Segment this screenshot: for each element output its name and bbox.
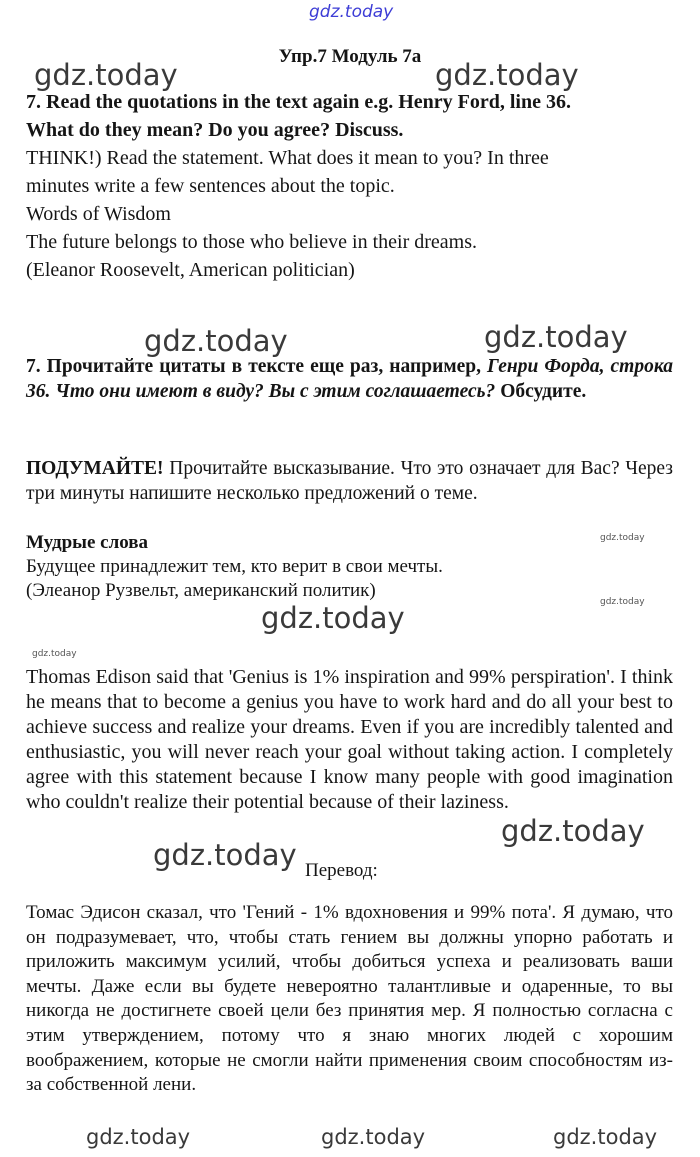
russian-task-heading: [26, 355, 673, 405]
watermark: gdz.today: [86, 1125, 191, 1149]
task-instruction: THINK!) Read the statement. What does it mean to you? In three: [26, 147, 549, 169]
quote-attribution: (Eleanor Roosevelt, American politician): [26, 259, 355, 281]
answer-russian: Томас Эдисон сказал, что 'Гений - 1% вдохновения и 99% пота'. Я думаю, что он подразумевает, что, чтобы стать гением вы должны упорно работать и приложить максимум усилий, чтобы добиться успеха и реализовать ваши мечты. Даже если вы будете невероятно талантливые и одаренные, то вы никогда не достигнете своей цели без принятия мер. Я полностью согласна с этим утверждением, потому что я знаю многих людей с хорошим воображением, которые не смогли найти применения своим способностям из-за собственной лени.: [26, 902, 673, 1096]
russian-quote: [26, 531, 673, 603]
watermark: gdz.today: [321, 1125, 426, 1149]
watermark: gdz.today: [153, 838, 297, 872]
watermark: gdz.today: [484, 320, 628, 354]
watermark: gdz.today: [435, 58, 579, 92]
task-heading-italic: Генри Форда, строка 36. Что они имеют в виду? Вы с этим соглашаетесь?: [26, 356, 673, 402]
quote-text: Будущее принадлежит тем, кто верит в свои мечты.: [26, 556, 443, 577]
watermark: gdz.today: [144, 324, 288, 358]
watermark: gdz.today: [600, 597, 645, 607]
watermark: gdz.today: [34, 58, 178, 92]
watermark: gdz.today: [261, 601, 405, 635]
answer-english: Thomas Edison said that 'Genius is 1% inspiration and 99% perspiration'. I think he means that to become a genius you have to work hard and do all your best to achieve success and realize your dreams. Even if you are incredibly talented and enthusiastic, you will never reach your goal without taking action. I completely agree with this statement because I know many people with good imagination who couldn't realize their potential because of their laziness.: [26, 666, 673, 813]
translation-label: Перевод:: [305, 860, 378, 881]
think-text: Прочитайте высказывание. Что это означает для Вас? Через три минуты напишите несколько предложений о теме.: [26, 458, 674, 504]
watermark: gdz.today: [553, 1125, 658, 1149]
quote-heading: Мудрые слова: [26, 532, 149, 553]
watermark: gdz.today: [309, 2, 394, 22]
russian-task-instruction: [26, 457, 673, 507]
watermark: gdz.today: [501, 814, 645, 848]
task-instruction: minutes write a few sentences about the topic.: [26, 175, 395, 197]
watermark: gdz.today: [32, 649, 77, 659]
quote-text: The future belongs to those who believe in their dreams.: [26, 231, 477, 253]
watermark: gdz.today: [600, 533, 645, 543]
task-heading-end: Обсудите.: [500, 380, 587, 402]
quote-heading: Words of Wisdom: [26, 203, 171, 225]
task-heading: 7. Прочитайте цитаты в тексте еще раз, например,: [26, 356, 481, 377]
quote-attribution: (Элеанор Рузвельт, американский политик): [26, 580, 376, 601]
task-heading: 7. Read the quotations in the text again e.g. Henry Ford, line 36.: [26, 91, 571, 113]
think-label: ПОДУМАЙТЕ!: [26, 458, 164, 479]
english-task: [26, 88, 673, 284]
task-heading: What do they mean? Do you agree? Discuss.: [26, 119, 404, 141]
page-title: Упр.7 Модуль 7a: [278, 46, 422, 67]
